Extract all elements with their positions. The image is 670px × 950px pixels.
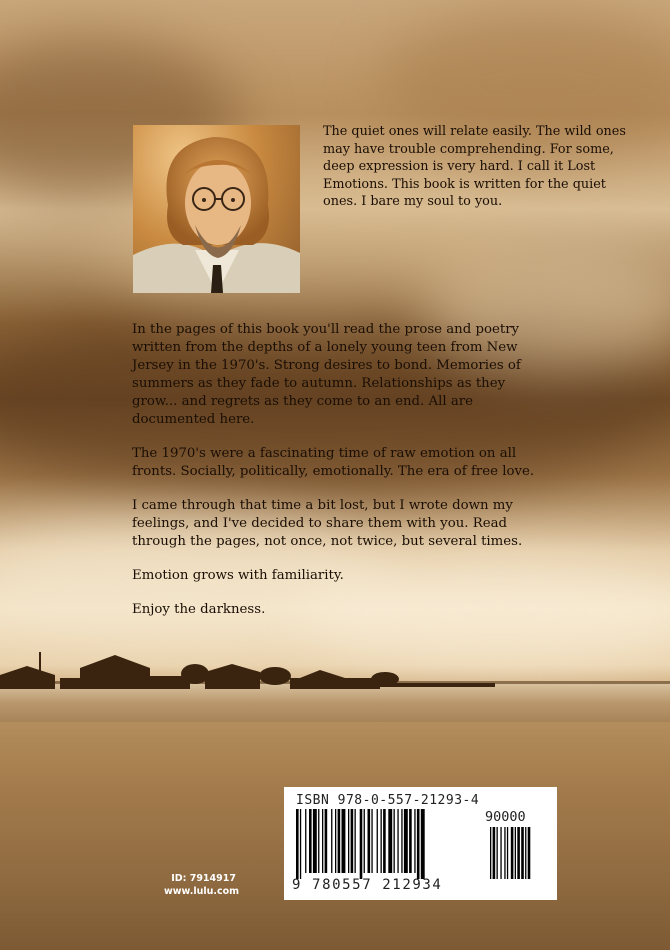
- publisher-url: www.lulu.com: [164, 886, 240, 897]
- barcode-bar: [401, 809, 402, 873]
- author-blurb: The quiet ones will relate easily. The wild ones may have trouble comprehending. For some, deep expression is very hard. I call it Lost Emotions. This book is written for the quiet ones. I bare my soul to you.: [323, 124, 626, 210]
- barcode-bar: [528, 827, 531, 879]
- barcode-bar: [296, 809, 299, 879]
- barcode-bar: [338, 809, 341, 873]
- isbn-label: ISBN 978-0-557-21293-4: [296, 793, 480, 808]
- barcode-digits: 9 780557 212934: [292, 877, 443, 893]
- barcode-bar: [394, 809, 395, 873]
- barcode-bar: [414, 809, 415, 873]
- barcode-bar: [305, 809, 306, 873]
- barcode-bar: [377, 809, 378, 873]
- barcode-bar: [364, 809, 365, 873]
- barcode-bar: [511, 827, 514, 879]
- barcode-bar: [388, 809, 392, 873]
- barcode-bar: [309, 809, 312, 873]
- publisher-id: ID: 7914917: [171, 873, 236, 884]
- barcode-bar: [517, 827, 520, 879]
- barcode-bar: [507, 827, 508, 879]
- isbn-barcode: [284, 787, 557, 900]
- barcode-bar: [300, 809, 301, 879]
- barcode-bar: [318, 809, 319, 873]
- barcode-bar: [500, 827, 501, 879]
- publisher-info: [164, 872, 240, 898]
- barcode-bar: [493, 827, 496, 879]
- barcode-bar: [331, 809, 332, 873]
- barcode-bar: [322, 809, 323, 873]
- barcode-bar: [325, 809, 328, 873]
- barcode-bar: [351, 809, 354, 873]
- barcode-bar: [397, 809, 398, 873]
- barcode-bar: [497, 827, 498, 879]
- barcode-bar: [421, 809, 425, 879]
- description: [132, 321, 542, 635]
- price-code: 90000: [485, 809, 526, 825]
- barcode-bar: [381, 809, 382, 873]
- barcode-bar: [404, 809, 408, 873]
- barcode-bar: [360, 809, 363, 879]
- barcode-bar: [515, 827, 516, 879]
- barcode-bar: [313, 809, 317, 873]
- barcode-bar: [371, 809, 372, 873]
- barcode-bar: [342, 809, 346, 873]
- paragraph: In the pages of this book you'll read the prose and poetry written from the depths of a lonely young teen from New Jersey in the 1970's. Strong desires to bond. Memories of summers as they fade to autumn. Relationships as they grow... and regrets as they come to an end. All are documented here.: [132, 322, 521, 427]
- barcode-bar: [368, 809, 371, 873]
- barcode-bar: [383, 809, 386, 873]
- barcode-bar: [525, 827, 526, 879]
- barcode-bar: [409, 809, 412, 873]
- paragraph: Enjoy the darkness.: [132, 602, 266, 617]
- barcode-bar: [521, 827, 524, 879]
- paragraph: I came through that time a bit lost, but I wrote down my feelings, and I've decided to share them with you. Read through the pages, not once, not twice, but several times.: [132, 498, 523, 549]
- barcode-bar: [504, 827, 505, 879]
- paragraph: Emotion grows with familiarity.: [132, 568, 344, 583]
- shoreline-houses: [0, 650, 500, 695]
- paragraph: The 1970's were a fascinating time of raw emotion on all fronts. Socially, politically, emotionally. The era of free love.: [132, 446, 535, 479]
- barcode-bar: [417, 809, 420, 879]
- barcode-bar: [355, 809, 356, 873]
- barcode-bars: [294, 809, 544, 879]
- barcode-bar: [348, 809, 349, 873]
- author-photo: [133, 125, 300, 293]
- barcode-bar: [490, 827, 491, 879]
- barcode-bar: [335, 809, 336, 873]
